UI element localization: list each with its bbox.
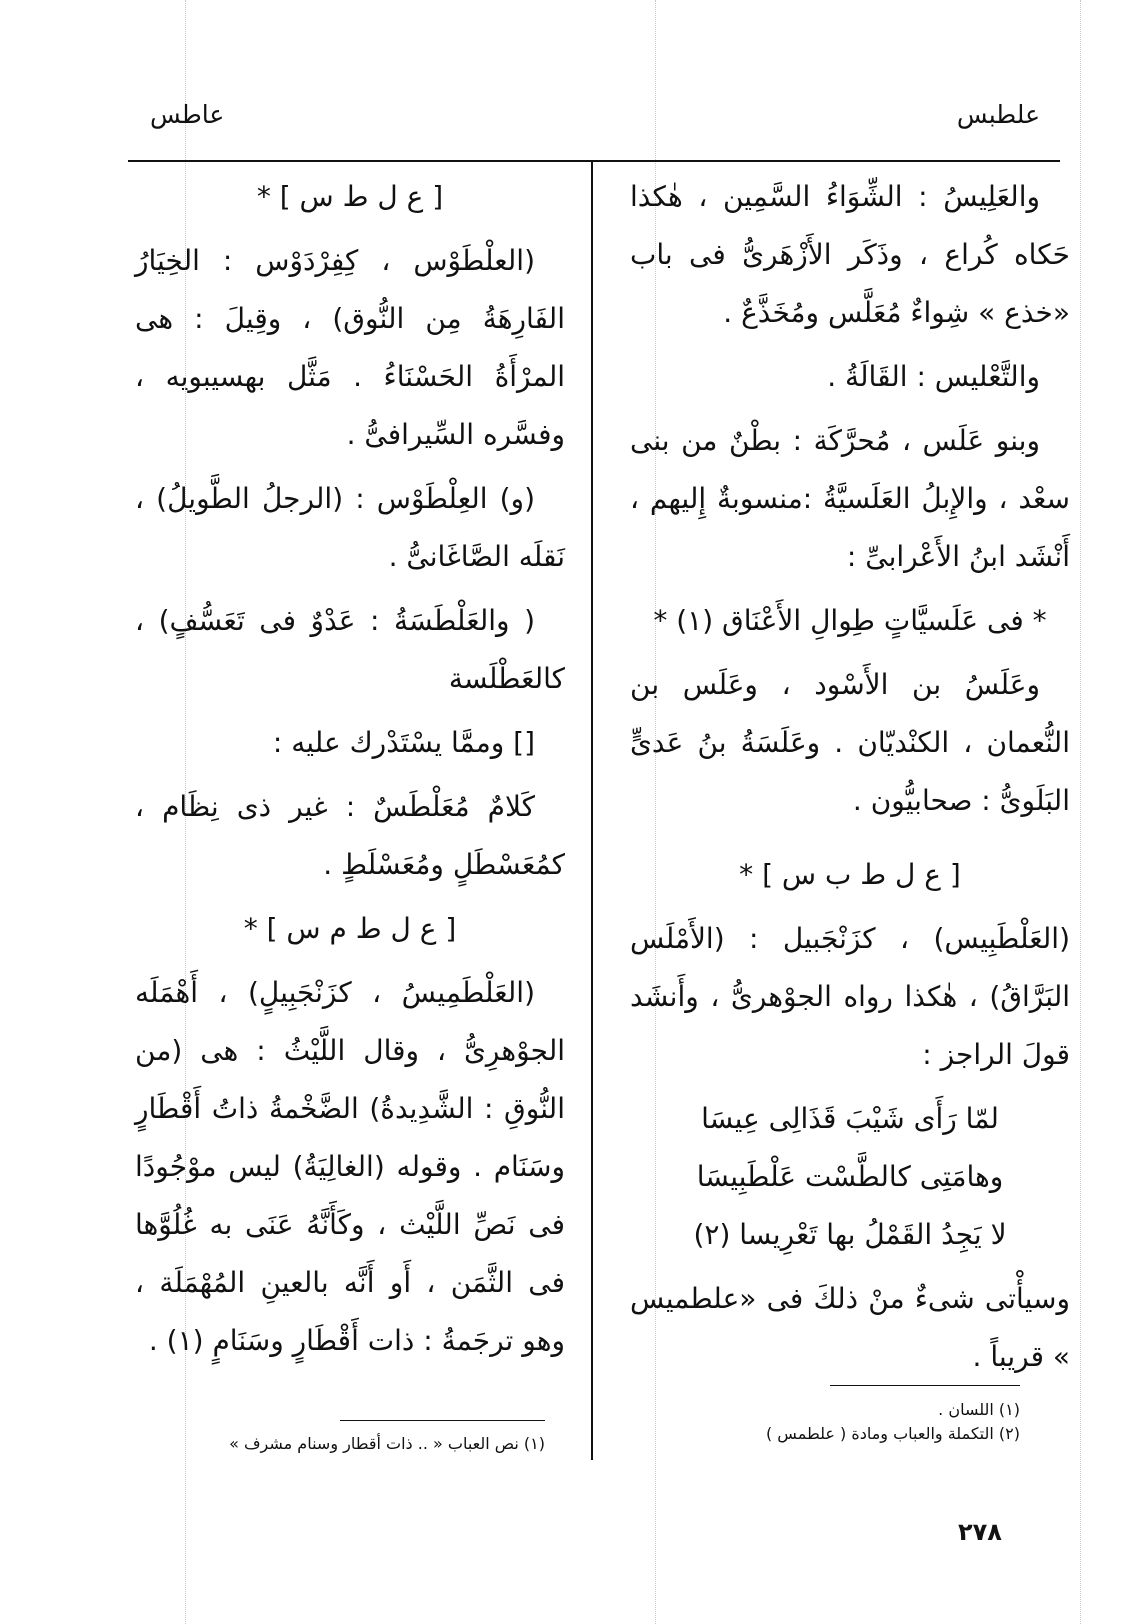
page-number: ٢٧٨ (958, 1518, 1002, 1546)
footnote-rule-right (830, 1385, 1020, 1386)
right-column (630, 168, 1070, 1392)
header-rule (128, 160, 1060, 162)
running-header-right: علطبس (956, 100, 1040, 129)
entry-paragraph: وسيأْتى شىءٌ منْ ذلكَ فى «علطميس » قريباً . (630, 1282, 1070, 1373)
entry-paragraph: كَلامٌ مُعَلْطَسٌ : غير ذى نِظَام ، كمُعَسْطَلٍ ومُعَسْلَطٍ . (135, 790, 565, 881)
footnote: (١) نص العباب « .. ذات أقطار وسنام مشرف » (229, 1434, 545, 1453)
footnote-rule-left (340, 1420, 545, 1421)
footnotes-right (700, 1398, 1020, 1446)
scan-guide-line (1080, 0, 1081, 1624)
poem-line: لا يَجِدُ القَمْلُ بها تَعْرِيسا (٢) (693, 1218, 1007, 1251)
entry-paragraph: [] وممَّا يسْتَدْرك عليه : (272, 726, 535, 759)
root-heading: [ ع ل ط س ] * (256, 180, 444, 213)
left-column (135, 168, 565, 1376)
entry-paragraph: (العلْطَوْس ، كِفِرْدَوْس : الخِيَارُ الفَارِهَةُ مِن النُّوق) ، وقِيلَ : هى المرْأَةُ الحَسْنَاءُ . مَثَّل بهسيبويه ، وفسَّره السِّيرافىُّ . (135, 244, 565, 451)
verse-line: * فى عَلَسيَّاتٍ طِوالِ الأَعْنَاق (١) * (653, 604, 1047, 637)
poem-line: لمّا رَأَى شَيْبَ قَذَالِى عِيسَا (701, 1102, 999, 1135)
footnotes-left (170, 1432, 545, 1456)
entry-paragraph: وعَلَسُ بن الأَسْود ، وعَلَس بن النُّعمان ، الكنْديّان . وعَلَسَةُ بنُ عَدىٍّ البَلَوىُّ : صحابيُّون . (630, 668, 1070, 817)
root-heading: [ ع ل ط ب س ] * (739, 858, 961, 891)
running-header-left: عاطس (150, 100, 225, 129)
entry-paragraph: والعَلِيسُ : الشِّوَاءُ السَّمِين ، هٰكذا حَكاه كُراع ، وذَكَر الأَزْهَرىُّ فى باب «خذع » شِواءٌ مُعَلَّس ومُخَذَّعٌ . (630, 180, 1070, 329)
root-heading: [ ع ل ط م س ] * (243, 912, 457, 945)
footnote: (٢) التكملة والعباب ومادة ( علطمس ) (765, 1424, 1020, 1443)
entry-paragraph: وبنو عَلَس ، مُحرَّكَة : بطْنٌ من بنى سعْد ، والإِبلُ العَلَسيَّةُ :منسوبةٌ إِليهم ، أَنْشَد ابنُ الأَعْرابىِّ : (630, 424, 1070, 573)
entry-paragraph: والتَّعْليس : القَالَةُ . (827, 360, 1040, 393)
entry-paragraph: (العَلْطَمِيسُ ، كزَنْجَبِيلٍ) ، أَهْمَلَه الجوْهرِىُّ ، وقال اللَّيْثُ : هى (من النُّوقِ : الشَّدِيدةُ) الضَّخْمةُ ذاتُ أَقْطَارٍ وسَنَام . وقوله (الغالِيَةُ) ليس موْجُودًا فى نَصِّ اللَّيْث ، وكَأَنَّهُ عَنَى به غُلُوَّها فى الثَّمَن ، أَو أَنَّه بالعينِ المُهْمَلَة ، وهو ترجَمةُ : ذات أَقْطَارٍ وسَنَامٍ (١) . (135, 976, 565, 1357)
entry-paragraph: (و) العِلْطَوْس : (الرجلُ الطَّويلُ) ، نَقلَه الصَّاغَانىُّ . (135, 482, 565, 573)
entry-paragraph: (العَلْطَبِيس) ، كزَنْجَبيل : (الأَمْلَس البَرَّاقُ) ، هٰكذا رواه الجوْهرىُّ ، وأَنشَد قولَ الراجز : (630, 922, 1070, 1071)
poem-line: وهامَتِى كالطَّسْت عَلْطَبِيسَا (696, 1160, 1004, 1193)
footnote: (١) اللسان . (938, 1400, 1020, 1419)
column-divider (591, 160, 593, 1460)
entry-paragraph: ( والعَلْطَسَةُ : عَدْوٌ فى تَعَسُّفٍ) ، كالعَطْلَسة (135, 604, 565, 695)
